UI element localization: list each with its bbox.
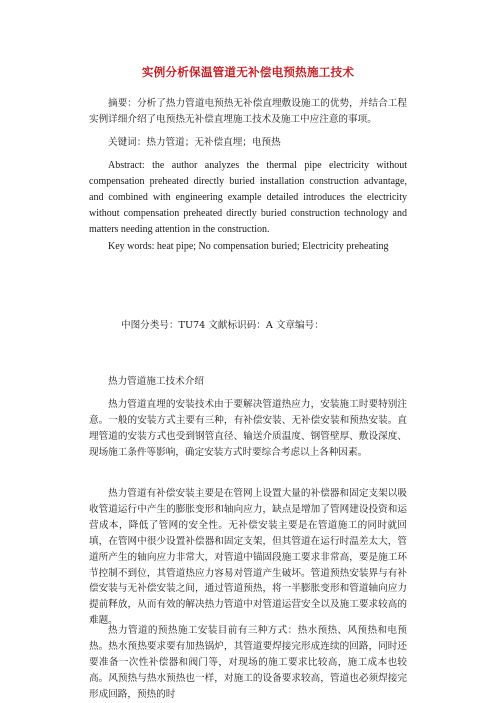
document-title: 实例分析保温管道无补偿电预热施工技术 bbox=[141, 65, 355, 79]
body-paragraph-2: 热力管道有补偿安装主要是在管网上设置大量的补偿器和固定支架以吸收管道运行中产生的膨胀变形和轴向应力，缺点是增加了管网建设投资和运营成本，降低了管网的安全性。无补偿安装主要是在管道施工的同时就回填，在管网中很少设置补偿器和固定支架，但其管道在运行时温差太大，管道所产生的轴向应力非常大，对管道中锚固段施工要求非常高，要是施工环节控制不到位，其管道热应力容易对管道产生破坏。管道预热安装界与有补偿安装与无补偿安装之间，通过管道预热，将一半膨胀变形和管道轴向应力提前释放，从而有效的解决热力管道中对管道运营安全以及施工要求较高的难题。 bbox=[89, 488, 407, 627]
classification-line: 中图分类号：TU74 文献标识码：A 文章编号： bbox=[121, 320, 324, 331]
body-paragraph-1: 热力管道直埋的安装技术由于要解决管道热应力，安装施工时要特别注意。一般的安装方式主要有三种，有补偿安装、无补偿安装和预热安装。直埋管道的安装方式也受到钢管直径、输送介质温度、钢管壁厚、敷设深度、现场施工条件等影响，确定安装方式时要综合考虑以上各种因素。 bbox=[89, 399, 407, 458]
keywords-cn: 关键词：热力管道；无补偿直埋；电预热 bbox=[108, 137, 281, 148]
keywords-en: Key words: heat pipe; No compensation buried; Electricity preheating bbox=[108, 241, 389, 252]
section-heading: 热力管道施工技术介绍 bbox=[108, 376, 204, 387]
abstract-en: Abstract: the author analyzes the thermal pipe electricity without compensation preheated directly buried installation construction advantage, and combined with engineering example detailed introduces the electricity without compensation preheated directly buried construction technology and matters needing attention in the construction. bbox=[89, 160, 407, 235]
body-paragraph-3: 热力管道的预热施工安装目前有三种方式：热水预热、风预热和电预热。热水预热要求要有加热锅炉，其管道要焊接完形成连续的回路，同时还要准备一次性补偿器和阀门等，对现场的施工要求比较高，施工成本也较高。风预热与热水预热也一样，对施工的设备要求较高，管道也必须焊接完形成回路，预热的时 bbox=[89, 625, 407, 700]
abstract-cn: 摘要：分析了热力管道电预热无补偿直埋敷设施工的优势，并结合工程实例详细介绍了电预热无补偿直埋施工技术及施工中应注意的事项。 bbox=[89, 98, 407, 125]
